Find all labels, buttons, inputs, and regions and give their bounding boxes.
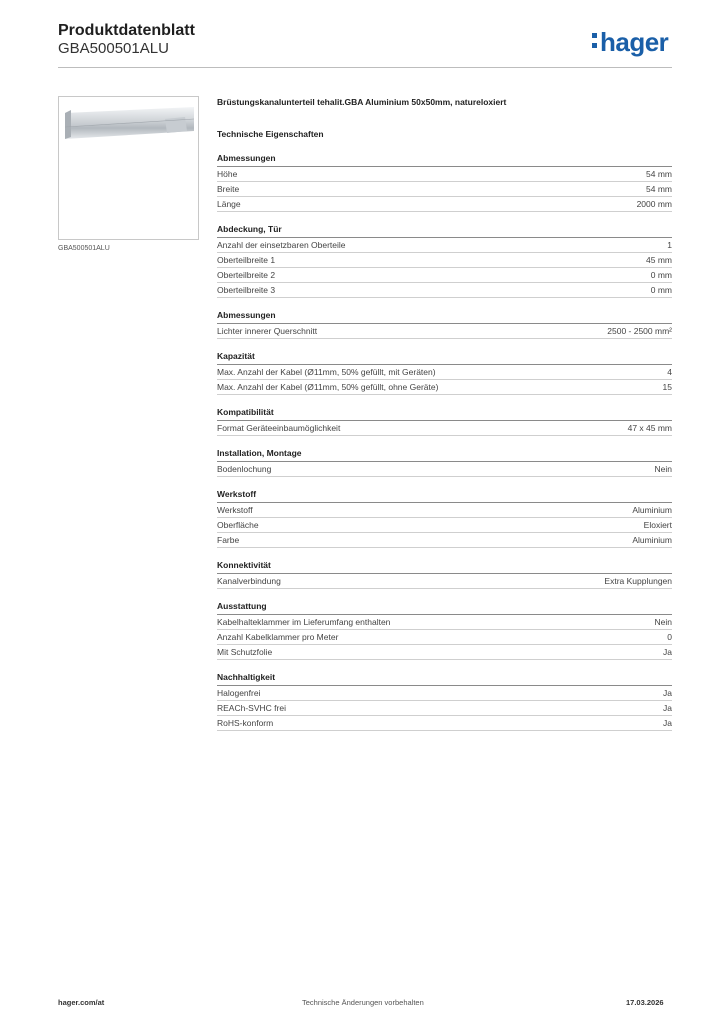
property-label: Bodenlochung: [217, 464, 272, 474]
property-label: Länge: [217, 199, 241, 209]
property-value: 0 mm: [650, 270, 672, 280]
article-number: GBA500501ALU: [58, 40, 169, 57]
property-row: [217, 645, 672, 660]
property-section: [217, 224, 672, 298]
technical-properties-heading: Technische Eigenschaften: [217, 129, 324, 139]
property-row: [217, 686, 672, 701]
property-value: 54 mm: [646, 184, 672, 194]
property-label: Farbe: [217, 535, 240, 545]
property-value: 4: [667, 367, 672, 377]
property-section: [217, 310, 672, 339]
property-value: Ja: [663, 647, 672, 657]
property-row: [217, 518, 672, 533]
property-row: [217, 197, 672, 212]
property-value: Nein: [654, 617, 672, 627]
datasheet-content: [217, 97, 672, 743]
property-label: Format Geräteeinbaumöglichkeit: [217, 423, 341, 433]
property-label: Kabelhalteklammer im Lieferumfang enthalten: [217, 617, 391, 627]
footer-notice: Technische Änderungen vorbehalten: [302, 998, 424, 1007]
property-row: [217, 182, 672, 197]
property-row: [217, 268, 672, 283]
property-section: [217, 448, 672, 477]
property-row: [217, 701, 672, 716]
property-label: RoHS-konform: [217, 718, 274, 728]
property-label: Halogenfrei: [217, 688, 261, 698]
property-row: [217, 503, 672, 518]
property-row: [217, 324, 672, 339]
property-value: Extra Kupplungen: [604, 576, 672, 586]
footer-website[interactable]: hager.com/at: [58, 998, 105, 1007]
section-title: Nachhaltigkeit: [217, 672, 672, 686]
property-row: [217, 365, 672, 380]
property-label: Oberfläche: [217, 520, 259, 530]
property-row: [217, 421, 672, 436]
property-row: [217, 253, 672, 268]
section-title: Abmessungen: [217, 153, 672, 167]
property-label: Anzahl Kabelklammer pro Meter: [217, 632, 339, 642]
property-row: [217, 716, 672, 731]
product-description: Brüstungskanalunterteil tehalit.GBA Aluminium 50x50mm, natureloxiert: [217, 97, 507, 107]
property-value: Ja: [663, 703, 672, 713]
property-value: 2000 mm: [636, 199, 672, 209]
section-title: Abdeckung, Tür: [217, 224, 672, 238]
header-divider: [58, 67, 672, 68]
property-label: Werkstoff: [217, 505, 253, 515]
aluminium-duct-profile-icon: [59, 97, 198, 239]
footer-date: 17.03.2026: [626, 998, 664, 1007]
property-value: 45 mm: [646, 255, 672, 265]
property-section: [217, 489, 672, 548]
property-row: [217, 283, 672, 298]
property-row: [217, 533, 672, 548]
property-row: [217, 630, 672, 645]
property-row: [217, 238, 672, 253]
section-title: Konnektivität: [217, 560, 672, 574]
property-label: Lichter innerer Querschnitt: [217, 326, 318, 336]
property-value: 15: [662, 382, 672, 392]
property-label: Oberteilbreite 3: [217, 285, 276, 295]
property-row: [217, 615, 672, 630]
property-label: Mit Schutzfolie: [217, 647, 273, 657]
property-label: Max. Anzahl der Kabel (Ø11mm, 50% gefüllt, ohne Geräte): [217, 382, 439, 392]
product-image: [58, 96, 199, 240]
property-section: [217, 601, 672, 660]
property-value: Aluminium: [632, 505, 672, 515]
property-sections: [217, 153, 672, 731]
property-label: Breite: [217, 184, 240, 194]
section-title: Abmessungen: [217, 310, 672, 324]
property-value: 1: [667, 240, 672, 250]
product-code: GBA500501ALU: [58, 245, 110, 252]
property-value: Aluminium: [632, 535, 672, 545]
hager-logo[interactable]: [592, 28, 668, 56]
property-value: Ja: [663, 718, 672, 728]
property-row: [217, 167, 672, 182]
property-row: [217, 462, 672, 477]
property-value: 2500 - 2500 mm²: [607, 326, 672, 336]
section-title: Werkstoff: [217, 489, 672, 503]
property-value: 0 mm: [650, 285, 672, 295]
property-value: Nein: [654, 464, 672, 474]
property-label: Anzahl der einsetzbaren Oberteile: [217, 240, 346, 250]
property-label: REACh-SVHC frei: [217, 703, 286, 713]
section-title: Kompatibilität: [217, 407, 672, 421]
property-label: Max. Anzahl der Kabel (Ø11mm, 50% gefüllt, mit Geräten): [217, 367, 436, 377]
property-label: Oberteilbreite 1: [217, 255, 276, 265]
property-label: Höhe: [217, 169, 238, 179]
property-value: 0: [667, 632, 672, 642]
property-section: [217, 407, 672, 436]
property-row: [217, 574, 672, 589]
property-row: [217, 380, 672, 395]
property-value: 54 mm: [646, 169, 672, 179]
property-section: [217, 351, 672, 395]
property-value: 47 x 45 mm: [627, 423, 672, 433]
page-title: Produktdatenblatt: [58, 22, 195, 39]
property-label: Oberteilbreite 2: [217, 270, 276, 280]
property-section: [217, 560, 672, 589]
section-title: Kapazität: [217, 351, 672, 365]
section-title: Installation, Montage: [217, 448, 672, 462]
section-title: Ausstattung: [217, 601, 672, 615]
logo-dots-icon: [592, 33, 597, 51]
property-label: Kanalverbindung: [217, 576, 281, 586]
logo-text: hager: [600, 27, 669, 57]
property-value: Eloxiert: [643, 520, 672, 530]
property-section: [217, 672, 672, 731]
property-value: Ja: [663, 688, 672, 698]
property-section: [217, 153, 672, 212]
